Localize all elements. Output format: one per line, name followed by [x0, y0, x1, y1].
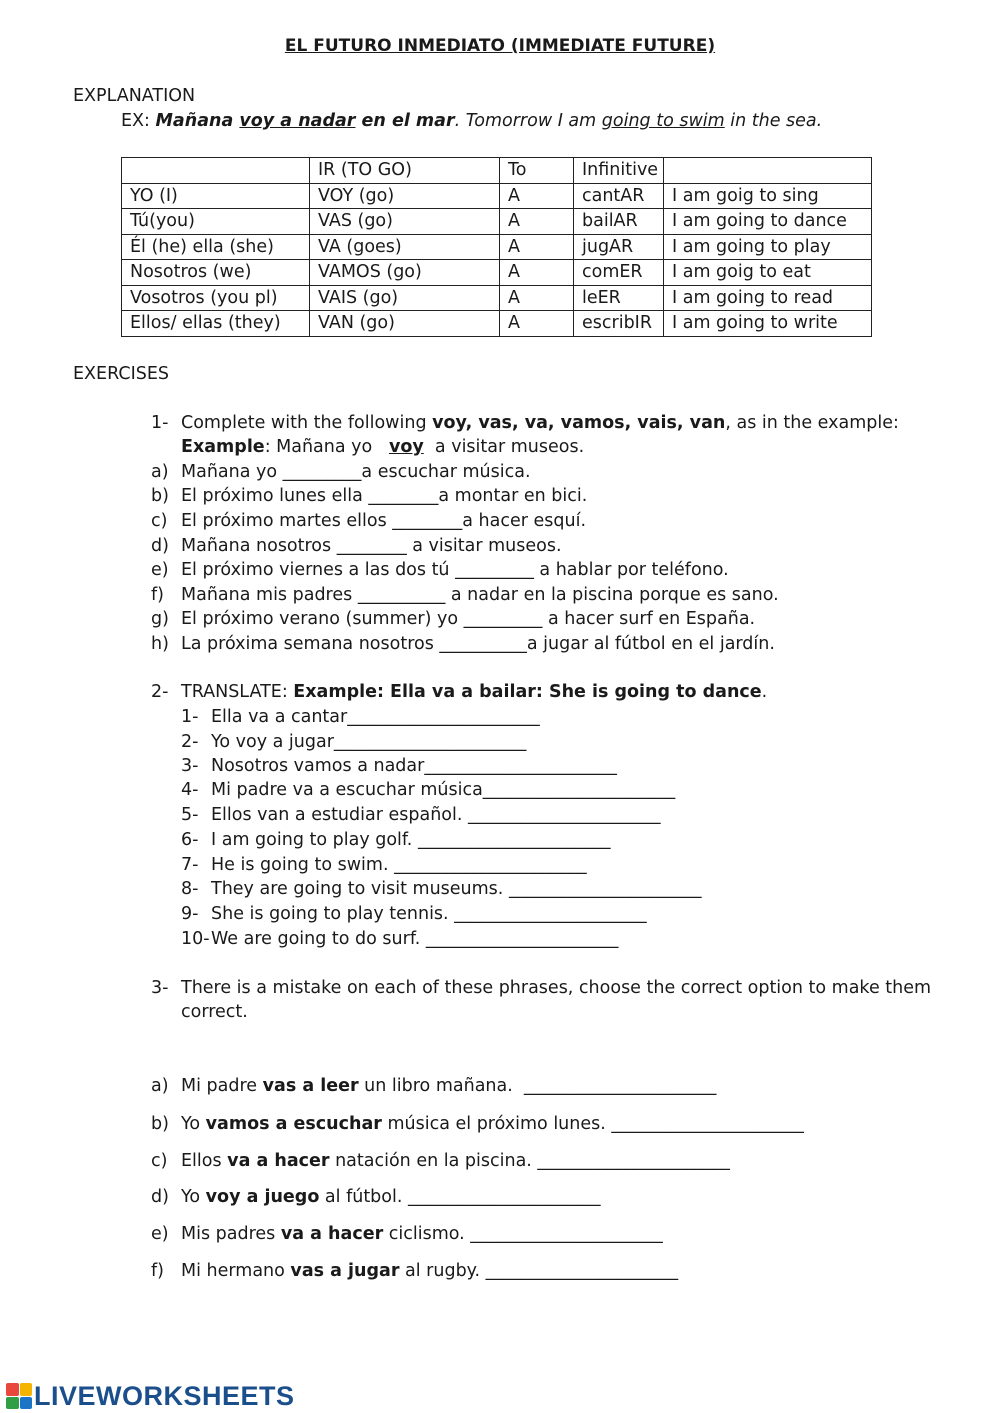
ex2-answer-blank[interactable]: ______________________ [347, 707, 540, 727]
ex2-example-end: . [761, 682, 768, 702]
ex3-item-mistake: vamos a escuchar [205, 1114, 382, 1134]
ex1-item [181, 634, 775, 654]
table-cell: A [500, 311, 574, 337]
ex2-item-number: 5- [181, 805, 199, 825]
table-cell: I am goig to sing [664, 183, 872, 209]
ex2-item-number: 7- [181, 855, 199, 875]
ex2-item [211, 904, 647, 924]
ex1-item-text: a hablar por teléfono. [533, 560, 729, 580]
table-cell: I am goig to eat [664, 260, 872, 286]
ex2-instr-text: TRANSLATE: [181, 682, 294, 702]
ex1-item [181, 486, 587, 506]
table-cell: VAMOS (go) [310, 260, 500, 286]
ex1-answer-blank[interactable]: _________ [282, 462, 362, 482]
table-row [122, 285, 872, 311]
ex2-number: 2- [151, 682, 169, 702]
ex1-item [181, 585, 779, 605]
ex1-item-letter: d) [151, 536, 169, 556]
ex2-item [211, 879, 701, 899]
ex1-answer-blank[interactable]: ________ [336, 536, 407, 556]
table-cell: Ellos/ ellas (they) [122, 311, 310, 337]
ex1-item-text: El próximo martes ellos [181, 511, 393, 531]
ex3-item [181, 1114, 804, 1134]
ex1-item-text: a visitar museos. [406, 536, 562, 556]
ex1-answer-blank[interactable]: __________ [357, 585, 446, 605]
ex1-item-text: a montar en bici. [438, 486, 588, 506]
ex3-item-text: Mi hermano [181, 1261, 291, 1281]
ex2-item-text: Ellos van a estudiar español. [211, 805, 468, 825]
ex2-item [211, 756, 617, 776]
ex1-item [181, 560, 729, 580]
ex1-item-letter: g) [151, 609, 169, 629]
table-cell: A [500, 260, 574, 286]
table-cell: VAS (go) [310, 209, 500, 235]
explanation-example [121, 111, 822, 131]
ex1-example-word: voy [388, 437, 424, 457]
table-row [122, 234, 872, 260]
ex3-item [181, 1187, 601, 1207]
table-cell: VA (goes) [310, 234, 500, 260]
ex1-item-text: El próximo viernes a las dos tú [181, 560, 456, 580]
ex3-answer-blank[interactable]: ______________________ [470, 1224, 663, 1244]
ex1-item-text: a hacer esquí. [462, 511, 587, 531]
ex3-item-letter: c) [151, 1151, 168, 1171]
ex1-item-letter: e) [151, 560, 169, 580]
ex2-item [211, 707, 540, 727]
table-cell: I am going to play [664, 234, 872, 260]
ex2-item-number: 2- [181, 732, 199, 752]
ex3-answer-blank[interactable]: ______________________ [611, 1114, 804, 1134]
ex1-number: 1- [151, 413, 169, 433]
ex3-item-letter: a) [151, 1076, 169, 1096]
ex1-instr-text: Complete with the following [181, 413, 433, 433]
ex3-item-letter: f) [151, 1261, 164, 1281]
table-cell: YO (I) [122, 183, 310, 209]
ex2-item-text: She is going to play tennis. [211, 904, 455, 924]
ex-spanish-verb: voy a nadar [239, 111, 356, 131]
table-cell: I am going to dance [664, 209, 872, 235]
ex2-item-number: 4- [181, 780, 199, 800]
ex3-item-mistake: vas a jugar [290, 1261, 400, 1281]
conjugation-table [121, 157, 872, 337]
ex2-item-text: He is going to swim. [211, 855, 395, 875]
ex2-item-text: I am going to play golf. [211, 830, 418, 850]
ex1-item-text: a jugar al fútbol en el jardín. [526, 634, 775, 654]
ex1-item-text: a nadar en la piscina porque es sano. [445, 585, 779, 605]
ex3-item-text: Yo [181, 1114, 206, 1134]
ex3-item-mistake: voy a juego [205, 1187, 320, 1207]
logo-square [20, 1397, 33, 1410]
ex2-item [211, 855, 587, 875]
ex3-item-letter: b) [151, 1114, 169, 1134]
table-cell: I am going to read [664, 285, 872, 311]
ex3-item-letter: d) [151, 1187, 169, 1207]
ex2-item-text: Mi padre va a escuchar música [211, 780, 483, 800]
liveworksheets-logo[interactable] [6, 1381, 295, 1411]
table-header-cell: Infinitive [574, 158, 664, 184]
ex2-answer-blank[interactable]: ______________________ [333, 732, 527, 752]
ex1-item-text: La próxima semana nosotros [181, 634, 440, 654]
ex-english-verb: going to swim [601, 111, 725, 131]
exercises-heading: EXERCISES [73, 364, 170, 384]
ex2-instruction [181, 682, 767, 702]
ex3-item-text: ciclismo. [383, 1224, 471, 1244]
ex3-instruction-line1: There is a mistake on each of these phrases, choose the correct option to make them [181, 978, 932, 998]
table-cell: A [500, 285, 574, 311]
ex3-answer-blank[interactable]: ______________________ [408, 1187, 601, 1207]
ex1-answer-blank[interactable]: _________ [463, 609, 543, 629]
ex1-answer-blank[interactable]: _________ [455, 560, 534, 580]
table-cell: Él (he) ella (she) [122, 234, 310, 260]
table-header-row [122, 158, 872, 184]
table-row [122, 183, 872, 209]
ex1-example-label: Example [181, 437, 265, 457]
table-header-cell [664, 158, 872, 184]
ex2-answer-blank[interactable]: ______________________ [454, 904, 647, 924]
ex3-item-text: Mis padres [181, 1224, 281, 1244]
ex1-item-letter: a) [151, 462, 169, 482]
ex3-instruction-line2: correct. [181, 1002, 248, 1022]
table-header-cell: To [500, 158, 574, 184]
ex2-answer-blank[interactable]: ______________________ [467, 805, 661, 825]
ex2-answer-blank[interactable]: ______________________ [508, 879, 702, 899]
table-cell: comER [574, 260, 664, 286]
logo-square [20, 1383, 33, 1396]
ex2-answer-blank[interactable]: ______________________ [394, 855, 587, 875]
ex2-item [211, 780, 675, 800]
ex2-item-number: 6- [181, 830, 199, 850]
ex2-answer-blank[interactable]: ______________________ [417, 830, 611, 850]
ex2-answer-blank[interactable]: ______________________ [424, 756, 617, 776]
ex-english-part1: . Tomorrow I am [454, 111, 602, 131]
ex3-answer-blank[interactable]: ______________________ [485, 1261, 679, 1281]
ex2-item-number: 3- [181, 756, 199, 776]
table-cell: Vosotros (you pl) [122, 285, 310, 311]
ex1-item-text: Mañana yo [181, 462, 283, 482]
ex2-item [211, 929, 618, 949]
ex-spanish-part3: en el mar [355, 111, 455, 131]
ex1-item-text: a escuchar música. [361, 462, 531, 482]
table-cell: cantAR [574, 183, 664, 209]
ex1-item-text: El próximo lunes ella [181, 486, 369, 506]
ex2-answer-blank[interactable]: ______________________ [425, 929, 619, 949]
table-cell: VOY (go) [310, 183, 500, 209]
table-cell: Tú(you) [122, 209, 310, 235]
ex2-item-number: 8- [181, 879, 199, 899]
ex3-item [181, 1076, 716, 1096]
ex2-item-number: 1- [181, 707, 199, 727]
ex1-answer-blank[interactable]: ________ [368, 486, 439, 506]
ex2-item [211, 732, 526, 752]
ex2-example: Example: Ella va a bailar: She is going to dance [293, 682, 762, 702]
ex1-instr-words: voy, vas, va, vamos, vais, van [432, 413, 726, 433]
ex2-item-text: Ella va a cantar [211, 707, 348, 727]
table-header-cell [122, 158, 310, 184]
table-cell: leER [574, 285, 664, 311]
ex-english-part3: in the sea. [724, 111, 823, 131]
table-cell: VAN (go) [310, 311, 500, 337]
ex3-item-text: al fútbol. [319, 1187, 408, 1207]
ex1-item-letter: f) [151, 585, 164, 605]
ex3-answer-blank[interactable]: ______________________ [523, 1076, 717, 1096]
table-row [122, 260, 872, 286]
ex2-item-text: They are going to visit museums. [211, 879, 509, 899]
ex1-item-text: a hacer surf en España. [542, 609, 756, 629]
ex1-item-letter: h) [151, 634, 169, 654]
ex3-item [181, 1151, 730, 1171]
ex3-item-mistake: va a hacer [280, 1224, 384, 1244]
table-cell: A [500, 183, 574, 209]
ex1-answer-blank[interactable]: __________ [439, 634, 527, 654]
table-cell: Nosotros (we) [122, 260, 310, 286]
ex2-item-text: Nosotros vamos a nadar [211, 756, 425, 776]
ex1-item [181, 609, 755, 629]
ex3-item-mistake: va a hacer [227, 1151, 330, 1171]
table-row [122, 209, 872, 235]
ex1-item-text: Mañana mis padres [181, 585, 358, 605]
ex3-item-text: música el próximo lunes. [381, 1114, 612, 1134]
ex1-instruction [181, 413, 899, 433]
ex2-item-number: 10- [181, 929, 210, 949]
ex1-item-letter: c) [151, 511, 168, 531]
ex3-number: 3- [151, 978, 169, 998]
liveworksheets-logo-icon [6, 1383, 32, 1409]
ex1-example-text-end: a visitar museos. [429, 437, 585, 457]
ex1-item [181, 462, 531, 482]
table-cell: I am going to write [664, 311, 872, 337]
ex1-item [181, 536, 562, 556]
ex2-item-text: Yo voy a jugar [211, 732, 334, 752]
table-cell: bailAR [574, 209, 664, 235]
ex3-item-text: un libro mañana. [358, 1076, 524, 1096]
ex3-item [181, 1261, 678, 1281]
table-cell: A [500, 234, 574, 260]
ex3-item-text: Mi padre [181, 1076, 263, 1096]
liveworksheets-logo-text: LIVEWORKSHEETS [34, 1380, 295, 1411]
ex3-item [181, 1224, 663, 1244]
table-row [122, 311, 872, 337]
ex1-answer-blank[interactable]: ________ [392, 511, 463, 531]
ex3-answer-blank[interactable]: ______________________ [537, 1151, 730, 1171]
explanation-heading: EXPLANATION [73, 86, 196, 106]
ex2-item-number: 9- [181, 904, 199, 924]
ex-spanish-part1: Mañana [155, 111, 240, 131]
ex3-item-text: Ellos [181, 1151, 228, 1171]
ex1-item-text: Mañana nosotros [181, 536, 337, 556]
ex2-item-text: We are going to do surf. [211, 929, 426, 949]
table-cell: jugAR [574, 234, 664, 260]
ex1-example [181, 437, 584, 457]
table-cell: VAIS (go) [310, 285, 500, 311]
ex3-item-letter: e) [151, 1224, 169, 1244]
table-cell: A [500, 209, 574, 235]
table-cell: escribIR [574, 311, 664, 337]
ex1-example-text: : Mañana yo [264, 437, 378, 457]
ex1-instr-text-end: , as in the example: [725, 413, 899, 433]
ex-prefix: EX: [121, 111, 156, 131]
ex2-answer-blank[interactable]: ______________________ [482, 780, 676, 800]
ex3-item-text: Yo [181, 1187, 206, 1207]
ex3-item-text: al rugby. [399, 1261, 486, 1281]
page-title: EL FUTURO INMEDIATO (IMMEDIATE FUTURE) [284, 36, 716, 56]
ex2-item [211, 805, 660, 825]
table-header-cell: IR (TO GO) [310, 158, 500, 184]
logo-square [6, 1383, 19, 1396]
logo-square [6, 1397, 19, 1410]
ex3-item-text: natación en la piscina. [329, 1151, 538, 1171]
ex3-item-mistake: vas a leer [262, 1076, 359, 1096]
ex2-item [211, 830, 610, 850]
ex1-item [181, 511, 586, 531]
ex1-item-letter: b) [151, 486, 169, 506]
ex1-item-text: El próximo verano (summer) yo [181, 609, 464, 629]
